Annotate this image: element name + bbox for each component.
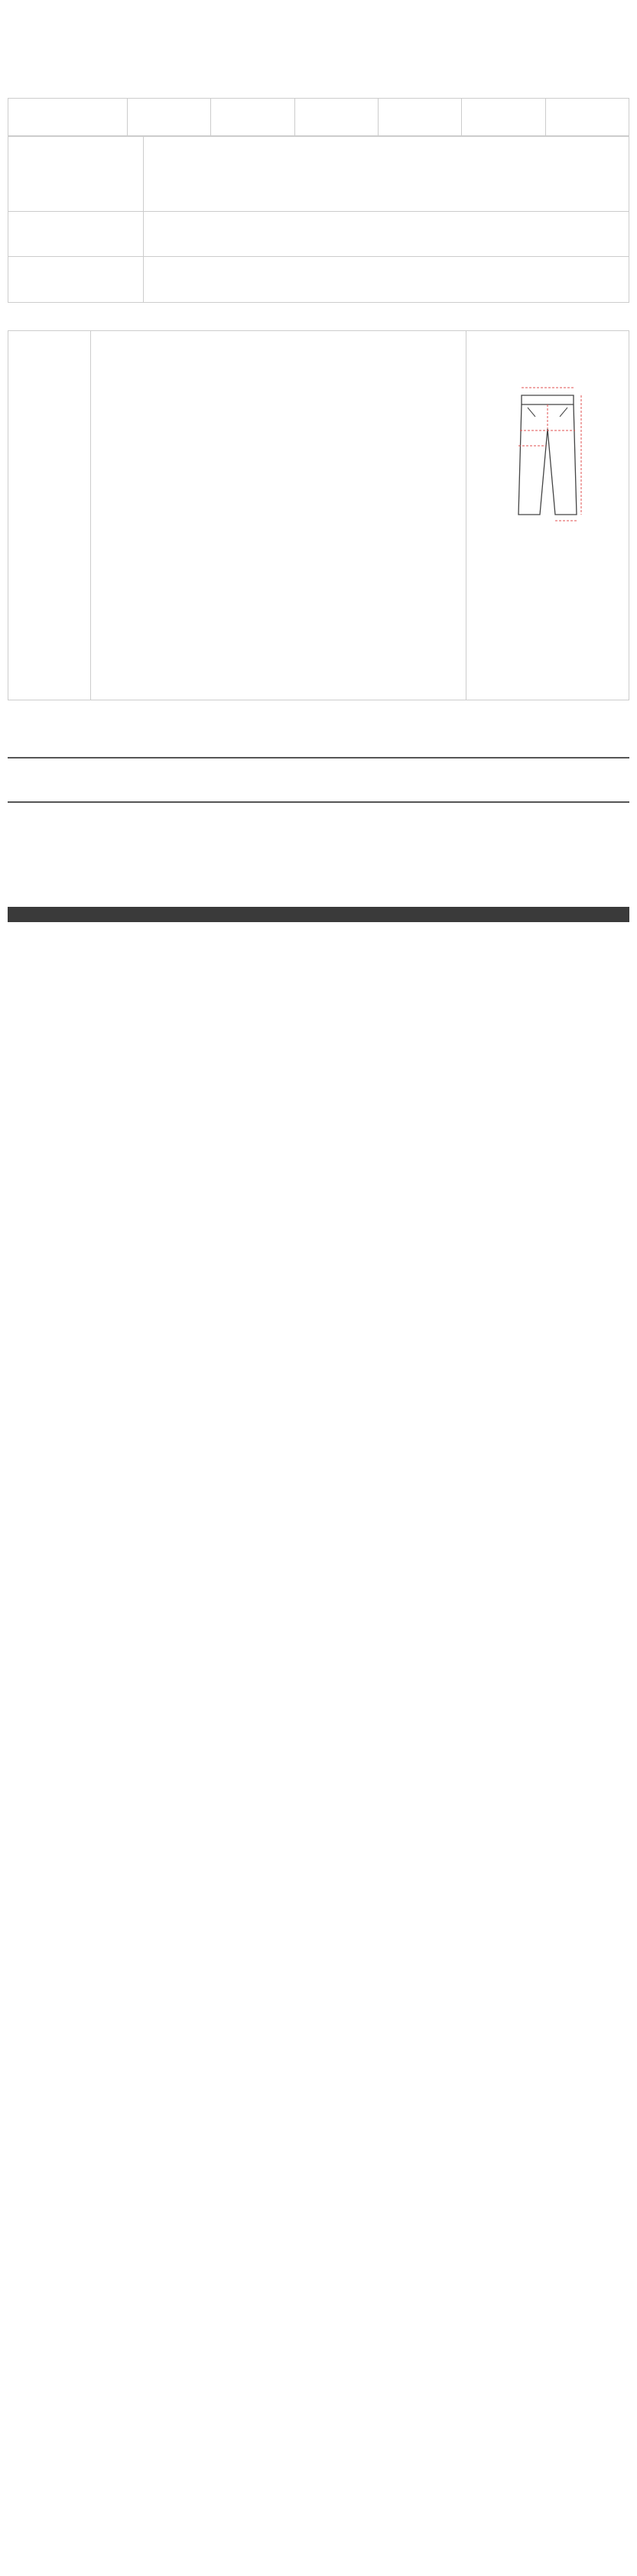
size-table — [8, 27, 629, 136]
basic-info-panel — [8, 330, 629, 700]
length-cell — [128, 98, 211, 135]
size-table-row — [8, 98, 629, 135]
origin-label — [8, 136, 144, 211]
notes-box — [8, 907, 629, 922]
page — [0, 0, 637, 922]
attribute-grid — [91, 331, 466, 700]
size-table-header — [8, 27, 629, 98]
waist-cell — [211, 98, 294, 135]
others-label — [8, 256, 144, 302]
fitting-table — [8, 809, 629, 893]
thigh-cell — [462, 98, 545, 135]
hip-cell — [294, 98, 378, 135]
size-chart-title — [0, 0, 637, 7]
leg-cell — [545, 98, 629, 135]
fitting-table-header — [8, 809, 629, 893]
washing-title — [8, 752, 629, 759]
fitting-title — [8, 797, 629, 803]
spec-table — [8, 136, 629, 303]
fabric-row — [8, 211, 629, 256]
basic-info-label — [8, 331, 91, 700]
origin-row — [8, 136, 629, 211]
others-values — [144, 256, 629, 302]
crotch-cell — [378, 98, 461, 135]
others-row — [8, 256, 629, 302]
fabric-label — [8, 211, 144, 256]
waistband-shape — [522, 395, 574, 404]
size-cell — [8, 98, 128, 135]
fabric-values — [144, 211, 629, 256]
pants-diagram-svg — [466, 331, 631, 560]
origin-value — [144, 136, 629, 211]
pants-diagram — [466, 331, 630, 700]
